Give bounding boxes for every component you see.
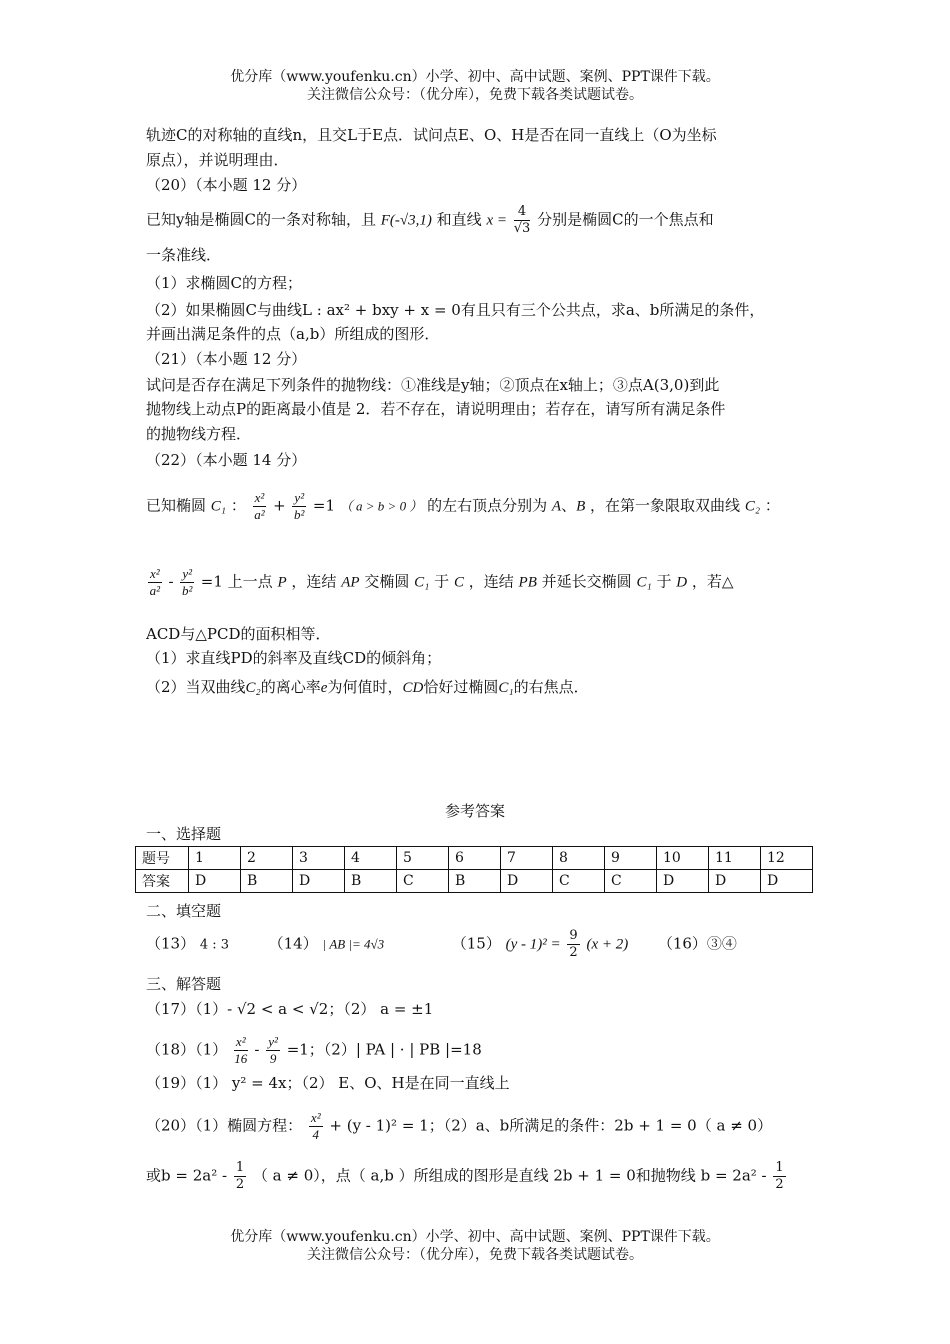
a18-n2: y²	[268, 1034, 278, 1049]
fill-15-den: 2	[569, 945, 578, 960]
table-cell: D	[293, 870, 345, 893]
q22-t2d: 于	[434, 572, 450, 591]
q20-frac-den: √3	[513, 221, 531, 236]
table-cell: 10	[657, 847, 709, 870]
table-cell: D	[501, 870, 553, 893]
answer-20-e: （ a ≠ 0），点（ a,b ）所组成的图形是直线 2b + 1 = 0和抛物线 b = 2a² -	[252, 1166, 767, 1185]
a20-hn: 1	[235, 1160, 245, 1175]
q22-heading: （22）（本小题 14 分）	[146, 451, 307, 469]
fill-16: （16）③④	[657, 934, 737, 953]
table-cell: 1	[189, 847, 241, 870]
answer-18-frac-2	[266, 1034, 280, 1067]
q22-p2-d: 恰好过椭圆	[423, 678, 499, 696]
q22-eq1: =1	[312, 496, 335, 515]
fill-15-rhs: (x + 2)	[586, 936, 629, 953]
a18-n1: x²	[235, 1034, 246, 1049]
table-cell: 11	[709, 847, 761, 870]
q22-D: D	[676, 574, 688, 591]
answer-20-half-2	[773, 1160, 785, 1193]
q22-p2-e: e	[320, 680, 328, 696]
q22-e2-n1: x²	[150, 566, 160, 581]
q21-line-2: 抛物线上动点P的距离最小值是 2．若不存在，请说明理由；若存在，请写所有满足条件	[146, 400, 726, 418]
q22-AP: AP	[341, 574, 360, 591]
q22-A: A	[551, 498, 562, 515]
answer-20-half-1	[234, 1160, 246, 1193]
q22-ellipse-x	[253, 490, 267, 523]
table-cell: 5	[397, 847, 449, 870]
q22-c1b: C₁	[414, 574, 430, 591]
a18-d2: 9	[269, 1051, 277, 1066]
q20-line-1	[146, 204, 714, 237]
table-head-answer: 答案	[136, 870, 189, 893]
q21-line-1: 试问是否存在满足下列条件的抛物线：①准线是y轴；②顶点在x轴上；③点A(3,0)到此	[146, 376, 720, 394]
answers-section-2: 二、填空题	[146, 902, 222, 920]
table-cell: D	[709, 870, 761, 893]
a20-n: x²	[310, 1110, 321, 1125]
choice-answer-table	[135, 846, 813, 893]
q22-p2-c2: C₂	[245, 680, 261, 696]
table-head-number: 题号	[136, 847, 189, 870]
fill-14-label: （14）	[268, 934, 318, 953]
a20-hd2: 2	[775, 1177, 784, 1192]
q22-p2-a: （2）当双曲线	[146, 678, 246, 696]
fill-answers-line	[146, 928, 737, 961]
table-cell: 9	[605, 847, 657, 870]
table-row-numbers	[136, 847, 813, 870]
q22-t2f: 并延长交椭圆	[541, 572, 632, 591]
q22-colon: ：	[230, 496, 246, 515]
table-cell: 12	[761, 847, 813, 870]
table-cell: 2	[241, 847, 293, 870]
q20-text-d: 分别是椭圆C的一个焦点和	[537, 210, 714, 229]
q20-part-2a: （2）如果椭圆C与曲线L : ax² + bxy + x = 0有且只有三个公共点，求a、b所满足的条件，	[146, 301, 765, 319]
q22-e1-d2: b²	[294, 507, 305, 522]
answer-17: （17）（1）- √2 < a < √2；（2） a = ±1	[146, 1000, 434, 1018]
answer-20-frac	[309, 1110, 323, 1143]
a20-hd: 2	[235, 1177, 245, 1192]
q22-ellipse-y	[292, 490, 306, 523]
table-cell: B	[241, 870, 293, 893]
q22-t2g: 于	[656, 572, 672, 591]
fill-13-value: 4 : 3	[199, 937, 230, 953]
header-line-1: 优分库（www.youfenku.cn）小学、初中、高中试题、案例、PPT课件下载。	[230, 69, 720, 85]
table-cell: B	[449, 870, 501, 893]
a18-minus: -	[254, 1040, 260, 1059]
q20-line-2: 一条准线．	[146, 246, 222, 264]
answer-18-frac-1	[234, 1034, 248, 1067]
q20-focus: F(-√3,1)	[380, 212, 432, 229]
q22-e1-d1: a²	[254, 507, 265, 522]
q20-part-2b: 并画出满足条件的点（a,b）所组成的图形．	[146, 325, 440, 343]
table-cell: 8	[553, 847, 605, 870]
q22-hyper-y	[180, 566, 194, 599]
q22-part-1: （1）求直线PD的斜率及直线CD的倾斜角；	[146, 649, 442, 667]
q20-heading: （20）（本小题 12 分）	[146, 176, 307, 194]
q22-t2a: 上一点	[227, 572, 273, 591]
q20-x-eq: x =	[486, 212, 507, 229]
answers-section-3: 三、解答题	[146, 975, 222, 993]
q22-e2-d2: b²	[181, 583, 193, 598]
a20-d: 4	[312, 1127, 319, 1142]
q22-line-3: ACD与△PCD的面积相等．	[146, 625, 331, 643]
table-cell: 3	[293, 847, 345, 870]
answer-20-c: 或b = 2a² -	[146, 1166, 228, 1185]
q22-P: P	[277, 574, 287, 591]
table-cell: 6	[449, 847, 501, 870]
table-cell: D	[657, 870, 709, 893]
table-cell: B	[345, 870, 397, 893]
q20-text-c: 和直线	[436, 210, 482, 229]
q22-eq2: =1	[200, 572, 223, 591]
answer-18-a: （18）（1）	[146, 1040, 228, 1059]
answers-section-1: 一、选择题	[146, 825, 222, 843]
q22-PB: PB	[518, 574, 537, 591]
q20-directrix-fraction	[514, 204, 531, 237]
fill-15-label: （15）	[451, 934, 501, 953]
q20-part-1: （1）求椭圆C的方程；	[146, 274, 303, 292]
q22-part-2	[146, 676, 589, 699]
table-cell: D	[189, 870, 241, 893]
header-line-2: 关注微信公众号：（优分库），免费下载各类试题试卷。	[307, 87, 643, 103]
a18-d1: 16	[234, 1051, 248, 1066]
q22-c1c: C₁	[636, 574, 652, 591]
q22-p2-c1: C₁	[498, 680, 514, 696]
q22-e2-n2: y²	[182, 566, 192, 581]
q22-plus: +	[273, 496, 286, 515]
q22-e1-n2: y²	[294, 490, 305, 505]
footer-line-2: 关注微信公众号：（优分库），免费下载各类试题试卷。	[307, 1247, 643, 1263]
q22-line-2	[146, 566, 733, 599]
q22-t2e: ，连结	[468, 572, 514, 591]
q22-e2-d1: a²	[149, 583, 161, 598]
q22-dun: 、	[561, 496, 577, 515]
q21-line-3: 的抛物线方程．	[146, 425, 252, 443]
a20-hn2: 1	[775, 1160, 784, 1175]
q22-e1-n1: x²	[254, 490, 265, 505]
table-cell: 7	[501, 847, 553, 870]
q20-text-a: 已知y轴是椭圆C的一条对称轴，且	[146, 210, 376, 229]
answer-18	[146, 1034, 482, 1067]
q22-C: C	[453, 574, 464, 591]
answer-18-b: =1；（2）| PA | · | PB |=18	[286, 1040, 482, 1059]
q22-text-a: 已知椭圆	[146, 496, 207, 515]
q21-heading: （21）（本小题 12 分）	[146, 350, 307, 368]
fill-15-num: 9	[569, 928, 578, 943]
fill-14-value: | AB |= 4√3	[322, 936, 385, 952]
answer-20-line-2	[146, 1160, 788, 1193]
fill-13-label: （13）	[146, 934, 196, 953]
q22-line-1	[146, 490, 780, 523]
q22-c1: C₁	[210, 498, 227, 515]
answer-20-line-1	[146, 1110, 772, 1143]
answers-title: 参考答案	[444, 802, 505, 820]
table-row-answers	[136, 870, 813, 893]
q22-p2-cd: CD	[402, 680, 424, 696]
fill-15-lhs: (y - 1)² =	[505, 936, 561, 953]
q22-t2c: 交椭圆	[364, 572, 410, 591]
q22-colon2: ：	[764, 496, 780, 515]
answer-20-b: + (y - 1)² = 1；（2）a、b所满足的条件：2b + 1 = 0（ a ≠ 0）	[329, 1116, 773, 1135]
answer-19: （19）（1） y² = 4x；（2） E、O、H是在同一直线上	[146, 1074, 510, 1092]
q22-t2h: ，若△	[691, 572, 734, 591]
table-cell: C	[553, 870, 605, 893]
table-cell: 4	[345, 847, 397, 870]
q22-p2-f: 的右焦点．	[513, 678, 589, 696]
q22-hyper-x	[148, 566, 162, 599]
q22-text-b: 的左右顶点分别为	[427, 496, 548, 515]
table-cell: C	[605, 870, 657, 893]
q19-line-2: 原点），并说明理由．	[146, 151, 289, 169]
q22-text-c: ，在第一象限取双曲线	[590, 496, 741, 515]
q19-line-1: 轨迹C的对称轴的直线n，且交L于E点．试问点E、O、H是否在同一直线上（O为坐标	[146, 126, 717, 144]
q22-t2b: ，连结	[291, 572, 337, 591]
table-cell: D	[761, 870, 813, 893]
q22-minus: -	[168, 572, 174, 591]
q22-c2: C₂	[744, 498, 761, 515]
q22-B: B	[576, 498, 586, 515]
answer-20-a: （20）（1）椭圆方程：	[146, 1116, 303, 1135]
q22-p2-b: 的离心率	[260, 678, 321, 696]
q22-cond: （ a > b > 0 ）	[339, 498, 423, 514]
q20-frac-num: 4	[514, 204, 531, 221]
table-cell: C	[397, 870, 449, 893]
fill-15-fraction	[567, 928, 579, 961]
footer-line-1: 优分库（www.youfenku.cn）小学、初中、高中试题、案例、PPT课件下载。	[230, 1229, 720, 1245]
q22-p2-c: 为何值时，	[327, 678, 403, 696]
